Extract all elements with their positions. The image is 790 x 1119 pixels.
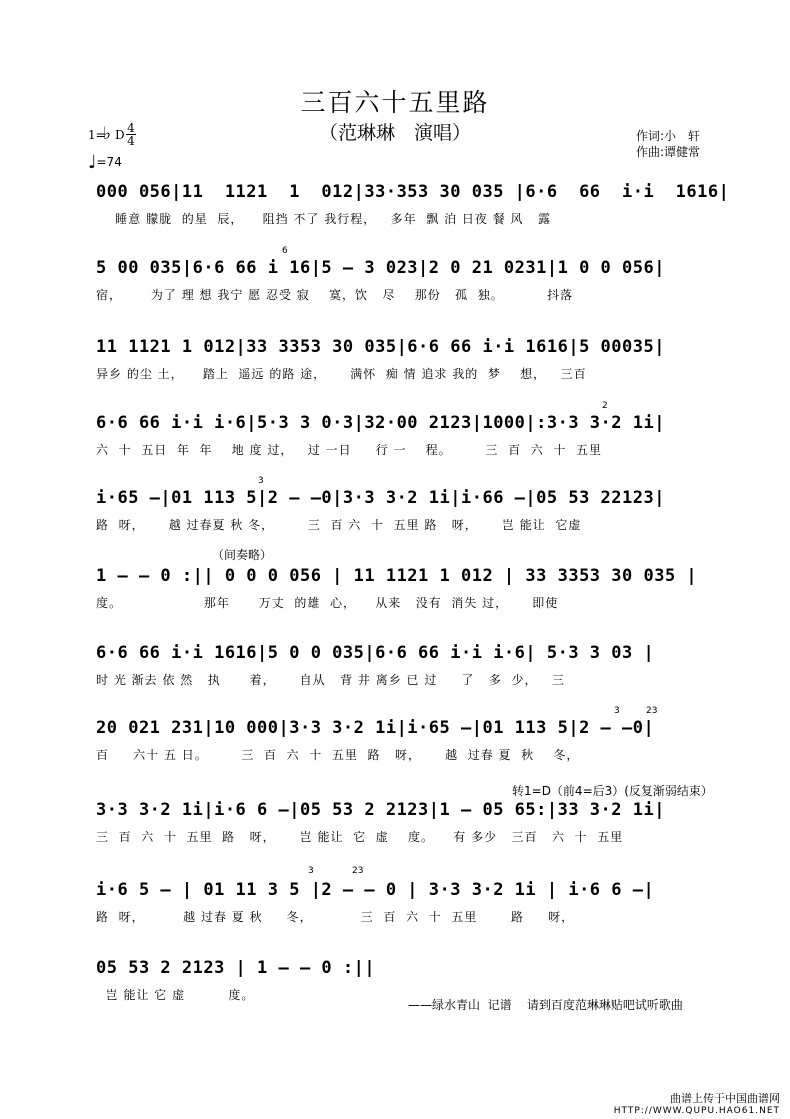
grace-note-mark: 23 <box>646 706 658 716</box>
tempo-value: =74 <box>96 155 122 169</box>
time-bottom: 4 <box>127 134 135 148</box>
score-system-3 <box>96 337 740 397</box>
key-prefix: 1= <box>88 128 106 142</box>
time-top: 4 <box>127 121 135 135</box>
grace-note-mark: 23 <box>352 866 364 876</box>
notation-line: 3·3 3·2 1i|i·6 6 –|05 53 2 2123|1 – 05 65:|33 3·2 1i| <box>96 800 665 820</box>
lyric-line: 睡意 朦胧 的星 辰， 阻挡 不了 我行程， 多年 飘 泊 日夜 餐 风 露 <box>96 212 551 226</box>
notation-line: 05 53 2 2123 | 1 – – 0 :|| <box>96 958 376 978</box>
grace-note-mark: 3 <box>614 706 620 716</box>
score-system-4 <box>96 413 740 473</box>
grace-note-mark: 3 <box>258 476 264 486</box>
flat-icon: ♭ <box>103 124 112 144</box>
score-system-7 <box>96 643 740 703</box>
notation-line: 000 056|11 1121 1 012|33·353 30 035 |6·6 66 i·i 1616| <box>96 182 730 202</box>
watermark-text: 曲谱上传于中国曲谱网 <box>670 1092 780 1105</box>
notation-line: 6·6 66 i·i 1616|5 0 0 035|6·6 66 i·i i·6| 5·3 3 03 | <box>96 643 655 663</box>
lyric-line: 宿， 为了 理 想 我宁 愿 忍受 寂 寞，饮 尽 那份 孤 独。 抖落 <box>96 288 574 302</box>
lyric-line: 时 光 渐去 依 然 执 着， 自从 背 井 离乡 已 过 了 多 少， 三 <box>96 673 565 687</box>
grace-note-mark: 6 <box>282 246 288 256</box>
notation-line: i·65 –|01 113 5|2 – –0|3·3 3·2 1i|i·66 –|05 53 22123| <box>96 488 665 508</box>
score-system-1 <box>96 182 740 242</box>
score-system-9 <box>96 800 740 860</box>
score-system-10 <box>96 880 740 940</box>
song-subtitle: （范琳琳 演唱） <box>318 122 471 144</box>
lyric-line: 三 百 六 十 五里 路 呀， 岂 能让 它 虚 度。 有 多少 三百 六 十 五里 <box>96 830 624 844</box>
interlude-note: （间奏略） <box>212 548 273 562</box>
tempo-marking <box>88 152 122 173</box>
lyricist: 作词:小 轩 <box>636 129 701 143</box>
notation-line: 11 1121 1 012|33 3353 30 035|6·6 66 i·i 1616|5 00035| <box>96 337 665 357</box>
score-system-6 <box>96 566 740 626</box>
lyric-line: 百 六十 五 日。 三 百 六 十 五里 路 呀， 越 过春 夏 秋 冬， <box>96 748 580 762</box>
watermark-url: HTTP://WWW.QUPU.HAO61.NET <box>613 1106 780 1116</box>
lyric-line: 六 十 五日 年 年 地 度 过， 过 一日 行 一 程。 三 百 六 十 五里 <box>96 443 603 457</box>
lyric-line: 路 呀， 越 过春夏 秋 冬， 三 百 六 十 五里 路 呀， 岂 能让 它虚 <box>96 518 582 532</box>
site-watermark <box>614 1092 780 1118</box>
score-system-2 <box>96 258 740 318</box>
composer: 作曲:谭健常 <box>636 145 701 159</box>
modulation-note: 转1=D（前4=后3）(反复渐弱结束） <box>512 784 713 798</box>
lyric-line: 度。 那年 万丈 的雄 心， 从来 没有 消失 过， 即使 <box>96 596 559 610</box>
notation-line: 5 00 035|6·6 66 i 16|5 – 3 023|2 0 21 0231|1 0 0 056| <box>96 258 665 278</box>
song-title: 三百六十五里路 <box>300 88 490 117</box>
transcriber-credit: ——绿水青山 记谱 请到百度范琳琳贴吧试听歌曲 <box>408 998 683 1012</box>
quarter-note-icon: ♩ <box>88 152 97 173</box>
notation-line: 20 021 231|10 000|3·3 3·2 1i|i·65 –|01 113 5|2 – –0| <box>96 718 655 738</box>
lyric-line: 岂 能让 它 虚 度。 <box>96 988 255 1002</box>
time-signature <box>126 122 136 147</box>
lyric-line: 路 呀， 越 过春 夏 秋 冬， 三 百 六 十 五里 路 呀， <box>96 910 575 924</box>
score-system-8 <box>96 718 740 778</box>
notation-line: 1 – – 0 :|| 0 0 0 056 | 11 1121 1 012 | 33 3353 30 035 | <box>96 566 698 586</box>
grace-note-mark: 2 <box>602 401 608 411</box>
credits <box>636 128 700 160</box>
notation-line: 6·6 66 i·i i·6|5·3 3 0·3|32·00 2123|1000|:3·3 3·2 1i| <box>96 413 665 433</box>
key-note: D <box>115 128 125 142</box>
score-system-5 <box>96 488 740 548</box>
grace-note-mark: 3 <box>308 866 314 876</box>
lyric-line: 异乡 的尘 土， 踏上 遥远 的路 途， 满怀 痴 情 追求 我的 梦 想， 三百 <box>96 367 587 381</box>
notation-line: i·6 5 – | 01 11 3 5 |2 – – 0 | 3·3 3·2 1i | i·6 6 –| <box>96 880 655 900</box>
